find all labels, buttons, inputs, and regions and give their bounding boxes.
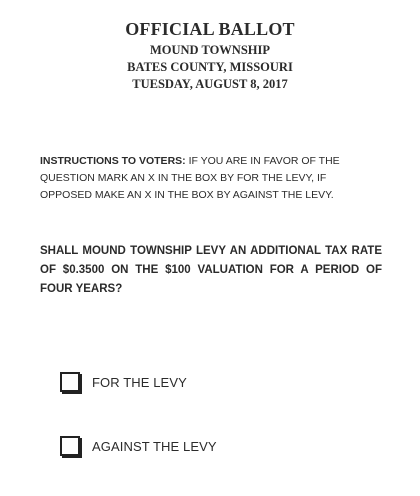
against-the-levy-label: AGAINST THE LEVY	[92, 438, 217, 454]
instructions-text: IF YOU ARE IN FAVOR OF THE QUESTION MARK AN X IN THE BOX BY FOR THE LEVY, IF OPPOSED MAKE AN X IN THE BOX BY AGAINST THE LEVY.	[40, 155, 340, 201]
county-name: BATES COUNTY, MISSOURI	[127, 60, 293, 74]
voter-instructions	[40, 153, 380, 204]
for-the-levy-checkbox[interactable]	[60, 372, 80, 392]
choice-against-the-levy[interactable]	[60, 436, 217, 456]
township-name: MOUND TOWNSHIP	[149, 43, 271, 57]
against-the-levy-checkbox[interactable]	[60, 436, 80, 456]
instructions-lead: INSTRUCTIONS TO VOTERS:	[40, 155, 186, 167]
election-date: TUESDAY, AUGUST 8, 2017	[132, 77, 288, 91]
ballot-header	[0, 18, 420, 93]
choice-for-the-levy[interactable]	[60, 372, 187, 392]
ballot-title: OFFICIAL BALLOT	[125, 19, 295, 39]
ballot-question: SHALL MOUND TOWNSHIP LEVY AN ADDITIONAL TAX RATE OF $0.3500 ON THE $100 VALUATION FOR A PERIOD OF FOUR YEARS?	[40, 245, 382, 295]
for-the-levy-label: FOR THE LEVY	[92, 374, 187, 390]
